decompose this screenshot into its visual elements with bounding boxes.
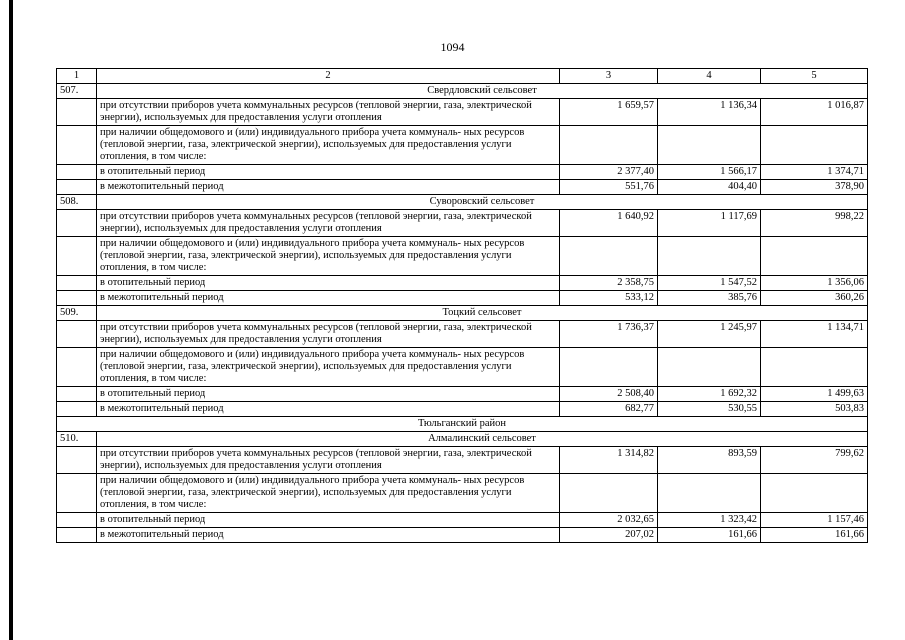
row-number	[57, 99, 97, 126]
value-col-5: 503,83	[761, 402, 868, 417]
value-col-3: 1 659,57	[560, 99, 658, 126]
row-label: при отсутствии приборов учета коммунальных ресурсов (тепловой энергии, газа, электрической энергии), используемых для предоставления услуги отопления	[97, 99, 560, 126]
row-label: в отопительный период	[97, 387, 560, 402]
value-col-3: 533,12	[560, 291, 658, 306]
row-number	[57, 165, 97, 180]
section-row	[57, 84, 868, 99]
value-col-5: 378,90	[761, 180, 868, 195]
value-col-5: 799,62	[761, 447, 868, 474]
section-title: Суворовский сельсовет	[97, 195, 868, 210]
value-col-5: 1 016,87	[761, 99, 868, 126]
row-number	[57, 528, 97, 543]
value-col-4	[658, 348, 761, 387]
table-row	[57, 291, 868, 306]
value-col-4: 1 547,52	[658, 276, 761, 291]
header-cell-4: 4	[658, 69, 761, 84]
table-row	[57, 276, 868, 291]
value-col-5	[761, 474, 868, 513]
row-label: в отопительный период	[97, 513, 560, 528]
value-col-5: 1 134,71	[761, 321, 868, 348]
value-col-5	[761, 348, 868, 387]
value-col-4: 1 566,17	[658, 165, 761, 180]
value-col-5: 1 356,06	[761, 276, 868, 291]
value-col-5	[761, 126, 868, 165]
value-col-3: 2 377,40	[560, 165, 658, 180]
row-label: в отопительный период	[97, 165, 560, 180]
value-col-3: 1 736,37	[560, 321, 658, 348]
row-number: 507.	[57, 84, 97, 99]
row-number	[57, 126, 97, 165]
value-col-3: 551,76	[560, 180, 658, 195]
value-col-4: 385,76	[658, 291, 761, 306]
page-number: 1094	[440, 40, 465, 54]
value-col-5: 1 157,46	[761, 513, 868, 528]
table-row	[57, 210, 868, 237]
table-row	[57, 126, 868, 165]
value-col-5: 161,66	[761, 528, 868, 543]
section-row	[57, 432, 868, 447]
section-title: Свердловский сельсовет	[97, 84, 868, 99]
value-col-3: 207,02	[560, 528, 658, 543]
value-col-3: 2 358,75	[560, 276, 658, 291]
value-col-4: 1 323,42	[658, 513, 761, 528]
district-row	[57, 417, 868, 432]
value-col-5	[761, 237, 868, 276]
table-row	[57, 165, 868, 180]
value-col-4	[658, 474, 761, 513]
value-col-4: 893,59	[658, 447, 761, 474]
value-col-5: 1 374,71	[761, 165, 868, 180]
value-col-3: 1 314,82	[560, 447, 658, 474]
row-number	[57, 321, 97, 348]
row-number	[57, 474, 97, 513]
section-title: Алмалинский сельсовет	[97, 432, 868, 447]
table-row	[57, 321, 868, 348]
value-col-5: 1 499,63	[761, 387, 868, 402]
table-row	[57, 447, 868, 474]
row-number	[57, 348, 97, 387]
district-title: Тюльганский район	[57, 417, 868, 432]
row-label: при отсутствии приборов учета коммунальных ресурсов (тепловой энергии, газа, электрической энергии), используемых для предоставления услуги отопления	[97, 321, 560, 348]
row-number	[57, 513, 97, 528]
value-col-4: 1 692,32	[658, 387, 761, 402]
value-col-4	[658, 126, 761, 165]
value-col-3: 682,77	[560, 402, 658, 417]
table-row	[57, 474, 868, 513]
row-label: в межотопительный период	[97, 402, 560, 417]
row-label: в межотопительный период	[97, 180, 560, 195]
row-number	[57, 402, 97, 417]
row-number	[57, 387, 97, 402]
table-row	[57, 387, 868, 402]
table-row	[57, 348, 868, 387]
value-col-5: 998,22	[761, 210, 868, 237]
row-label: при отсутствии приборов учета коммунальных ресурсов (тепловой энергии, газа, электрической энергии), используемых для предоставления услуги отопления	[97, 210, 560, 237]
header-cell-2: 2	[97, 69, 560, 84]
value-col-3	[560, 348, 658, 387]
table-body	[57, 84, 868, 543]
row-label: при наличии общедомового и (или) индивидуального прибора учета коммуналь- ных ресурсов (тепловой энергии, газа, электрической энергии), используемых для предоставления услуги отопления, в том числе:	[97, 126, 560, 165]
row-number	[57, 447, 97, 474]
section-title: Тоцкий сельсовет	[97, 306, 868, 321]
table-row	[57, 237, 868, 276]
row-number: 508.	[57, 195, 97, 210]
value-col-4: 1 117,69	[658, 210, 761, 237]
row-number	[57, 276, 97, 291]
value-col-4	[658, 237, 761, 276]
row-label: в межотопительный период	[97, 528, 560, 543]
binding-edge	[9, 0, 13, 640]
row-number: 509.	[57, 306, 97, 321]
header-cell-5: 5	[761, 69, 868, 84]
row-label: в отопительный период	[97, 276, 560, 291]
row-label: при отсутствии приборов учета коммунальных ресурсов (тепловой энергии, газа, электрической энергии), используемых для предоставления услуги отопления	[97, 447, 560, 474]
row-number	[57, 237, 97, 276]
section-row	[57, 195, 868, 210]
value-col-4: 530,55	[658, 402, 761, 417]
table-row	[57, 528, 868, 543]
row-label: при наличии общедомового и (или) индивидуального прибора учета коммуналь- ных ресурсов (тепловой энергии, газа, электрической энергии), используемых для предоставления услуги отопления, в том числе:	[97, 474, 560, 513]
value-col-4: 161,66	[658, 528, 761, 543]
value-col-3	[560, 237, 658, 276]
row-label: при наличии общедомового и (или) индивидуального прибора учета коммуналь- ных ресурсов (тепловой энергии, газа, электрической энергии), используемых для предоставления услуги отопления, в том числе:	[97, 237, 560, 276]
table-row	[57, 402, 868, 417]
tariff-table	[56, 68, 868, 543]
row-number: 510.	[57, 432, 97, 447]
value-col-4: 1 136,34	[658, 99, 761, 126]
value-col-3: 2 508,40	[560, 387, 658, 402]
value-col-4: 404,40	[658, 180, 761, 195]
header-cell-1: 1	[57, 69, 97, 84]
row-label: при наличии общедомового и (или) индивидуального прибора учета коммуналь- ных ресурсов (тепловой энергии, газа, электрической энергии), используемых для предоставления услуги отопления, в том числе:	[97, 348, 560, 387]
value-col-3: 2 032,65	[560, 513, 658, 528]
header-row	[57, 69, 868, 84]
row-label: в межотопительный период	[97, 291, 560, 306]
row-number	[57, 291, 97, 306]
value-col-4: 1 245,97	[658, 321, 761, 348]
table-row	[57, 99, 868, 126]
row-number	[57, 180, 97, 195]
value-col-5: 360,26	[761, 291, 868, 306]
header-cell-3: 3	[560, 69, 658, 84]
value-col-3	[560, 474, 658, 513]
value-col-3: 1 640,92	[560, 210, 658, 237]
table-row	[57, 180, 868, 195]
table-row	[57, 513, 868, 528]
value-col-3	[560, 126, 658, 165]
row-number	[57, 210, 97, 237]
section-row	[57, 306, 868, 321]
